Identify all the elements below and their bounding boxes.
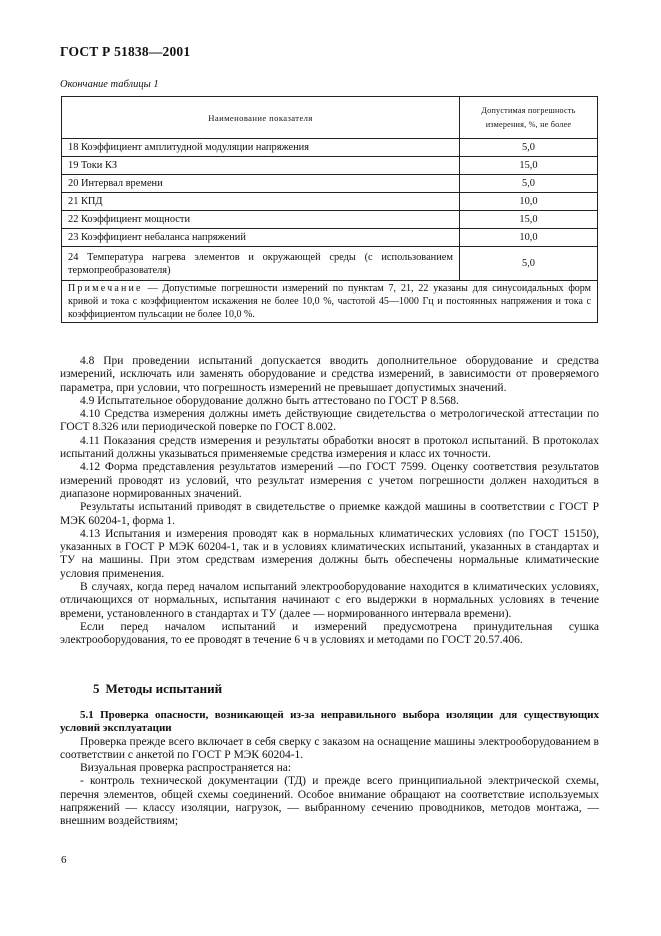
row-name: 18 Коэффициент амплитудной модуляции напряжения [62, 139, 460, 157]
table-row [62, 139, 598, 157]
row-name: 24 Температура нагрева элементов и окружающей среды (с использованием термопреобразователя) [62, 247, 460, 281]
section-title: Методы испытаний [105, 681, 223, 696]
section-heading [93, 681, 222, 697]
table-caption: Окончание таблицы 1 [60, 79, 159, 90]
table-row [62, 157, 598, 175]
table-row [62, 247, 598, 281]
paragraph-4-9: 4.9 Испытательное оборудование должно быть аттестовано по ГОСТ Р 8.568. [80, 394, 459, 407]
row-name: 23 Коэффициент небаланса напряжений [62, 229, 460, 247]
page-number: 6 [61, 854, 67, 866]
row-value: 15,0 [460, 157, 598, 175]
note-label: Примечание [68, 283, 143, 294]
parameters-table [61, 96, 598, 323]
column-header-value-line2: измерения, %, не более [485, 119, 572, 129]
table-note-row [62, 281, 598, 323]
paragraph-drying: Если перед началом испытаний и измерений предусмотрена принудительная сушка электрооборудования, то ее проводят в течение 6 ч в условиях и методами по ГОСТ 20.57.406. [60, 620, 599, 647]
row-value: 5,0 [460, 247, 598, 281]
body-text [60, 355, 599, 648]
paragraph-5-1-heading: 5.1 Проверка опасности, возникающей из-за неправильного выбора изоляции для существующих условий эксплуатации [60, 709, 599, 735]
row-value: 10,0 [460, 229, 598, 247]
paragraph-control-list-item: - контроль технической документации (ТД) и прежде всего принципиальной электрической схемы, перечня элементов, общей схемы соединений. Особое внимание обращают на соответствие используемых напряжений — классу изоляции, нагрузок, — выбранному сечению проводников, методов монтажа, — внешним воздействиям; [60, 775, 599, 828]
paragraph-check: Проверка прежде всего включает в себя сверку с заказом на оснащение машины электрооборудованием в соответствии с анкетой по ГОСТ Р МЭК 60204-1. [60, 735, 599, 761]
document-header: ГОСТ Р 51838—2001 [60, 44, 191, 59]
section-body-text [60, 709, 599, 829]
paragraph-4-8: 4.8 При проведении испытаний допускается вводить дополнительное оборудование и средства измерений, исключать или заменять оборудование и средства измерений, в зависимости от проверяемого параметра, при условии, что погрешность измерений не превышает допустимых значений. [60, 355, 599, 394]
note-text: — Допустимые погрешности измерений по пунктам 7, 21, 22 указаны для синусоидальных форм кривой и тока с коэффициентом искажения не более 10,0 %, частотой 45—1000 Гц и постоянных напряжения и тока с коэффициентом пульсации не более 10,0 %. [68, 283, 591, 320]
paragraph-visual: Визуальная проверка распространяется на: [80, 762, 292, 775]
column-header-value [460, 97, 598, 139]
table-note [62, 281, 598, 323]
row-value: 15,0 [460, 211, 598, 229]
table-row [62, 175, 598, 193]
paragraph-4-10: 4.10 Средства измерения должны иметь действующие свидетельства о метрологической аттестации по ГОСТ 8.326 или периодической поверке по ГОСТ 8.002. [60, 408, 599, 434]
paragraph-4-12: 4.12 Форма представления результатов измерений —по ГОСТ 7599. Оценку соответствия результатов измерений проводят из условий, что результат измерения с учетом погрешности должен находиться в диапазоне нормированных значений. [60, 461, 599, 500]
table-header-row [62, 97, 598, 139]
row-value: 5,0 [460, 175, 598, 193]
row-value: 10,0 [460, 193, 598, 211]
row-name: 20 Интервал времени [62, 175, 460, 193]
row-name: 19 Токи КЗ [62, 157, 460, 175]
paragraph-4-11: 4.11 Показания средств измерения и результаты обработки вносят в протокол испытаний. В протоколах испытаний должны указываться применяемые средства измерения и класс их точности. [60, 434, 599, 461]
paragraph-results: Результаты испытаний приводят в свидетельстве о приемке каждой машины в соответствии с ГОСТ Р МЭК 60204-1, форма 1. [60, 501, 599, 527]
table-row [62, 229, 598, 247]
paragraph-4-13: 4.13 Испытания и измерения проводят как в нормальных климатических условиях (по ГОСТ 15150), указанных в ГОСТ Р МЭК 60204-1, так и в условиях климатических испытаний, указанных в стандартах и ТУ на машины. При этом средствам измерения должны быть обеспечены нормальные климатические условия применения. [60, 527, 599, 580]
table-row [62, 211, 598, 229]
column-header-value-line1: Допустимая погрешность [481, 105, 576, 115]
paragraph-climate: В случаях, когда перед началом испытаний электрооборудование находится в климатических условиях, отличающихся от нормальных, испытания начинают с его выдержки в нормальных условиях в течение времени, установленного в стандартах и ТУ (далее — нормированного интервала времени). [60, 581, 599, 620]
section-number: 5 [93, 681, 100, 696]
row-name: 21 КПД [62, 193, 460, 211]
column-header-name: Наименование показателя [62, 97, 460, 139]
row-value: 5,0 [460, 139, 598, 157]
table-row [62, 193, 598, 211]
row-name: 22 Коэффициент мощности [62, 211, 460, 229]
